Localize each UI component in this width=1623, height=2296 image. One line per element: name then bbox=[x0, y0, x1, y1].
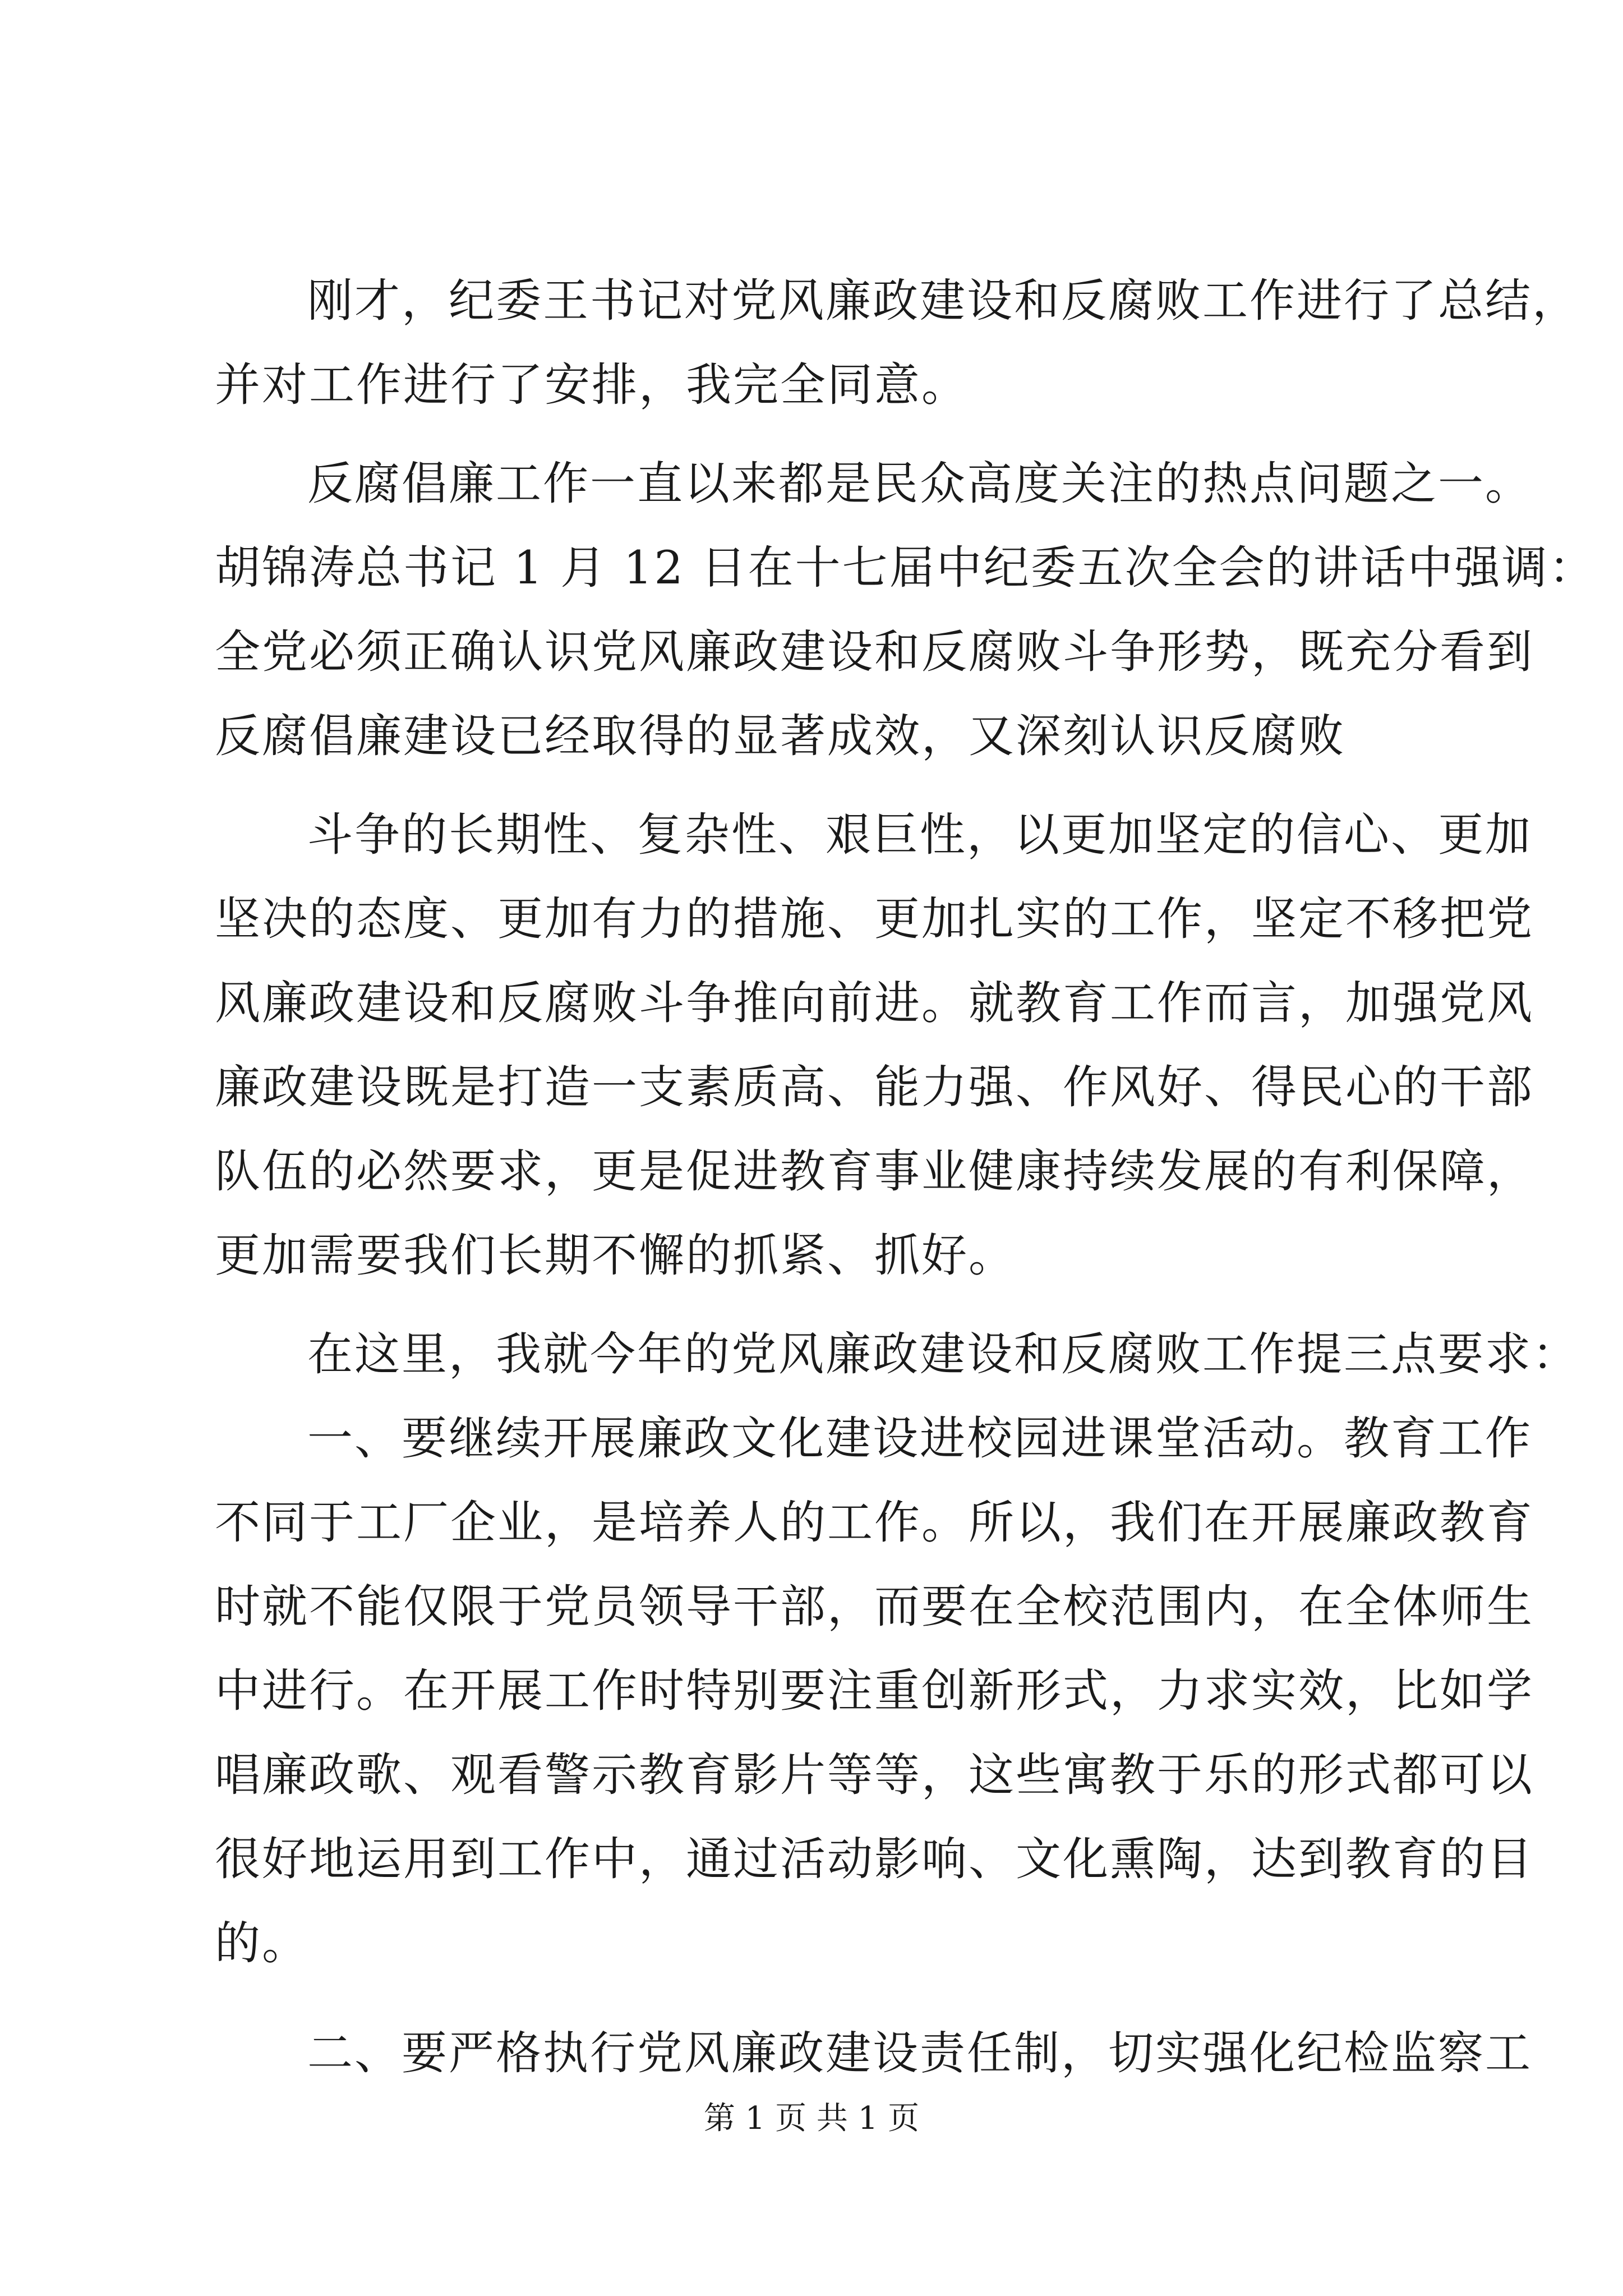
text-line: 斗争的长期性、复杂性、艰巨性，以更加坚定的信心、更加 bbox=[307, 809, 1533, 862]
text-line: 反腐倡廉建设已经取得的显著成效，又深刻认识反腐败 bbox=[215, 710, 1346, 763]
text-line: 反腐倡廉工作一直以来都是民众高度关注的热点问题之一。 bbox=[307, 458, 1533, 510]
text-line: 在这里，我就今年的党风廉政建设和反腐败工作提三点要求： bbox=[307, 1328, 1580, 1381]
text-line: 唱廉政歌、观看警示教育影片等等，这些寓教于乐的形式都可以 bbox=[215, 1749, 1534, 1802]
page-footer bbox=[0, 2099, 1623, 2138]
text-line: 廉政建设既是打造一支素质高、能力强、作风好、得民心的干部 bbox=[215, 1061, 1534, 1114]
page-number-label: 第 1 页 共 1 页 bbox=[703, 2100, 920, 2137]
text-line: 风廉政建设和反腐败斗争推向前进。就教育工作而言，加强党风 bbox=[215, 977, 1534, 1030]
text-line: 时就不能仅限于党员领导干部，而要在全校范围内，在全体师生 bbox=[215, 1581, 1534, 1634]
text-line: 中进行。在开展工作时特别要注重创新形式，力求实效，比如学 bbox=[215, 1665, 1534, 1718]
text-line: 队伍的必然要求，更是促进教育事业健康持续发展的有利保障， bbox=[215, 1145, 1534, 1198]
text-line: 坚决的态度、更加有力的措施、更加扎实的工作，坚定不移把党 bbox=[215, 893, 1534, 946]
text-line: 全党必须正确认识党风廉政建设和反腐败斗争形势，既充分看到 bbox=[215, 626, 1534, 679]
text-line: 的。 bbox=[215, 1917, 310, 1970]
text-line: 很好地运用到工作中，通过活动影响、文化熏陶，达到教育的目 bbox=[215, 1833, 1534, 1886]
text-line: 胡锦涛总书记 1 月 12 日在十七届中纪委五次全会的讲话中强调： bbox=[215, 542, 1596, 595]
text-line: 并对工作进行了安排，我完全同意。 bbox=[215, 359, 969, 412]
text-line: 不同于工厂企业，是培养人的工作。所以，我们在开展廉政教育 bbox=[215, 1497, 1534, 1549]
text-line: 二、要严格执行党风廉政建设责任制，切实强化纪检监察工 bbox=[307, 2027, 1533, 2080]
text-line: 更加需要我们长期不懈的抓紧、抓好。 bbox=[215, 1230, 1016, 1282]
document-body bbox=[215, 259, 1596, 2096]
text-line: 刚才，纪委王书记对党风廉政建设和反腐败工作进行了总结， bbox=[307, 275, 1580, 328]
text-line: 一、要继续开展廉政文化建设进校园进课堂活动。教育工作 bbox=[307, 1412, 1533, 1465]
